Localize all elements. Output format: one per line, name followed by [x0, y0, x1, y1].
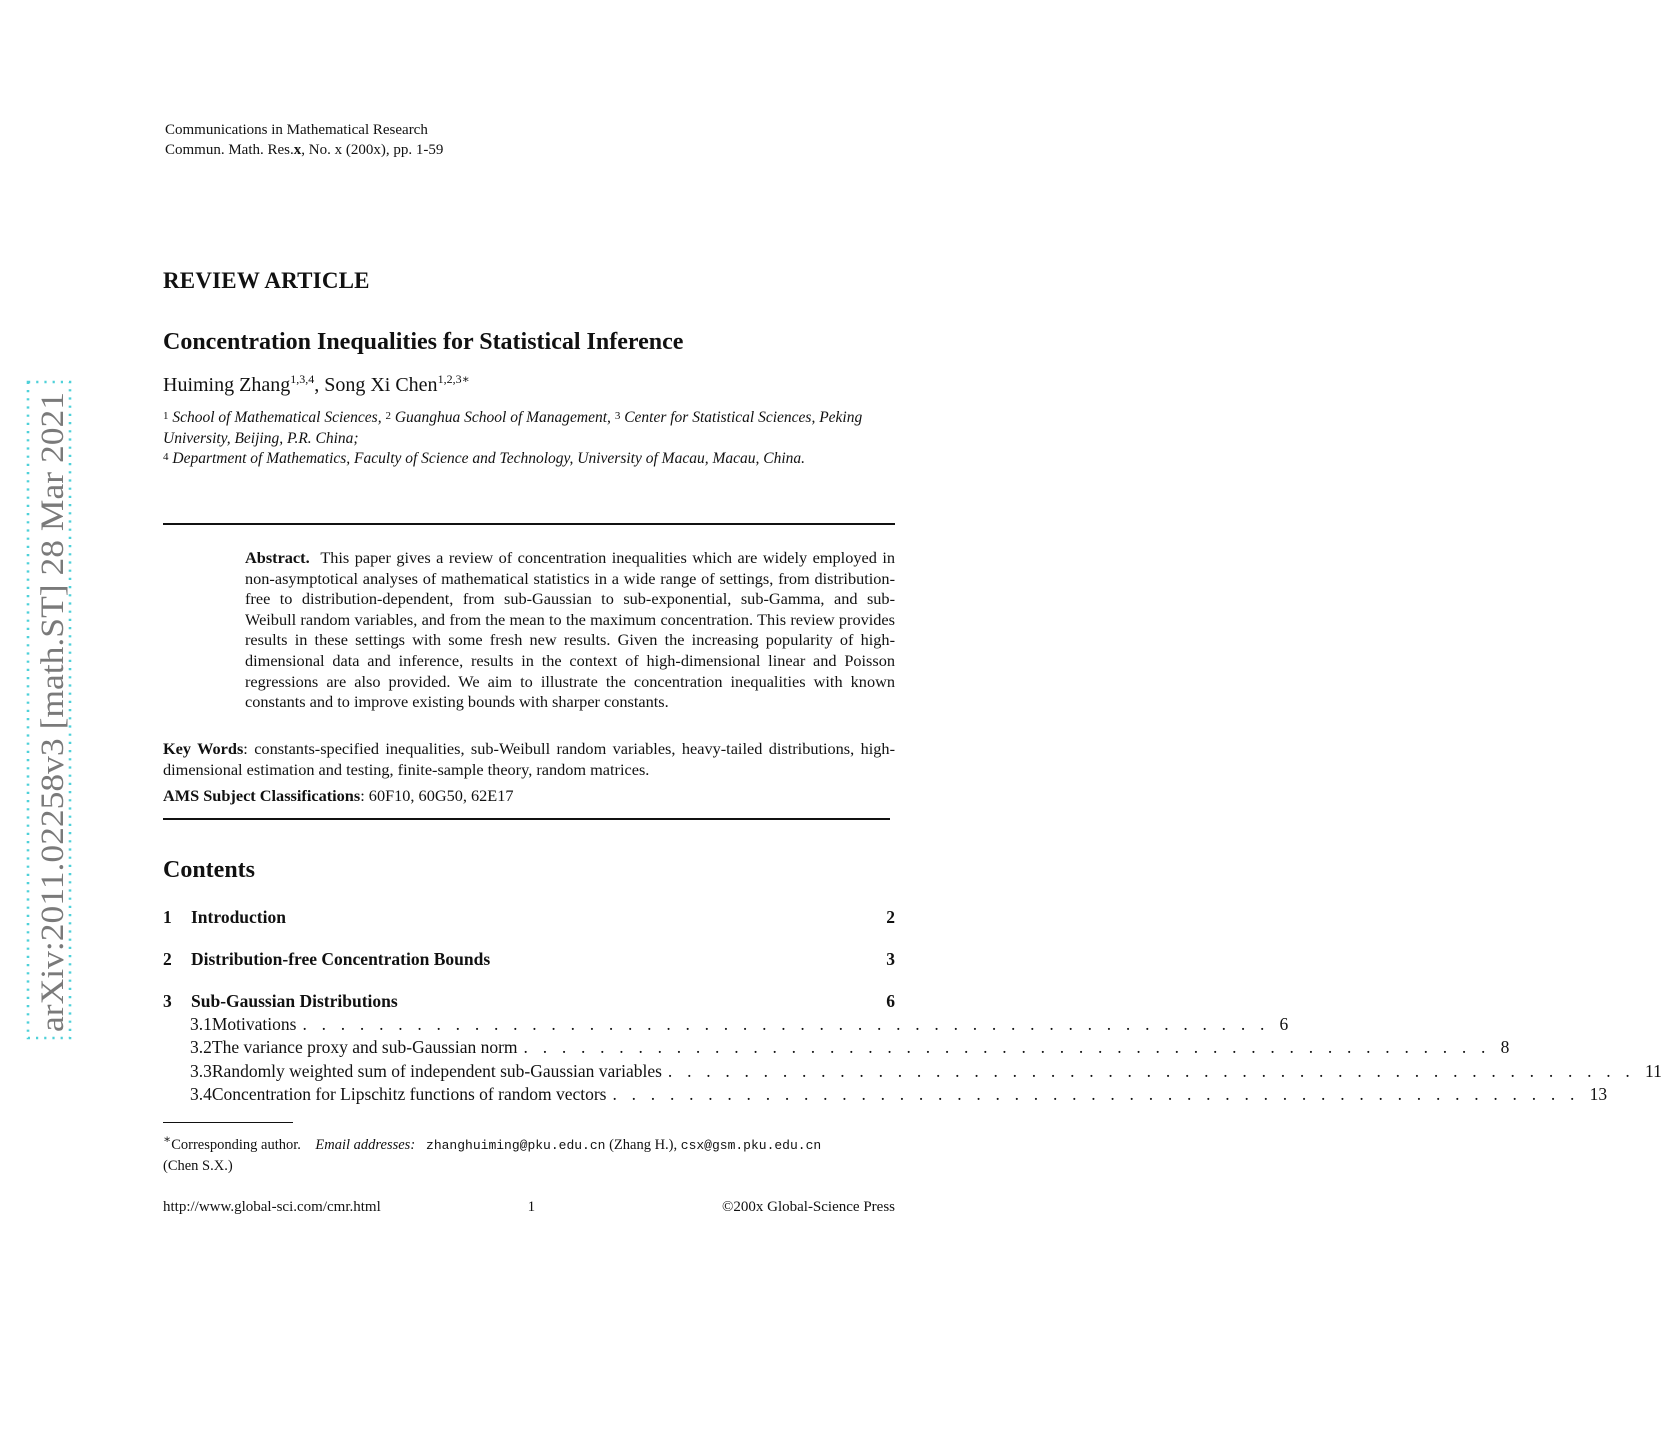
ams-classification: AMS Subject Classifications: 60F10, 60G50, 62E17 [163, 786, 514, 805]
toc-section[interactable]: 3 Sub-Gaussian Distributions 6 [163, 991, 895, 1011]
divider-bottom [163, 818, 890, 820]
toc-section[interactable]: 2 Distribution-free Concentration Bounds 3 [163, 949, 895, 969]
arxiv-stamp [24, 380, 74, 1040]
email-link[interactable]: csx@gsm.pku.edu.cn [680, 1137, 822, 1153]
abstract-text: This paper gives a review of concentration inequalities which are widely employed in non-asymptotical analyses of mathematical statistics in a wide range of settings, from distribution-free to distribution-dependent, from sub-Gaussian to sub-exponential, sub-Gamma, and sub-Weibull random variables, and from the mean to the maximum concentration. This review provides results in these settings with some fresh new results. Given the increasing popularity of high-dimensional data and inference, results in the context of high-dimensional linear and Poisson regressions are also provided. We aim to illustrate the concentration inequalities with known constants and to improve existing bounds with sharper constants. [245, 548, 895, 712]
footer-url[interactable]: http://www.global-sci.com/cmr.html [163, 1199, 381, 1215]
author-name: Huiming Zhang [163, 374, 291, 396]
article-type: REVIEW ARTICLE [163, 268, 370, 293]
journal-name: Communications in Mathematical Research [165, 122, 428, 138]
footer-copyright: ©200x Global-Science Press [721, 1199, 895, 1215]
author-list: Huiming Zhang$^{1,3,4}$, Song Xi Chen$^{1,2,3∗}$ [163, 372, 470, 396]
keywords: Key Words: constants-specified inequalities, sub-Weibull random variables, heavy-tailed distributions, high-dimensional estimation and testing, finite-sample theory, random matrices. [163, 739, 895, 779]
abstract [245, 548, 895, 713]
journal-citation: Commun. Math. Res.x, No. x (200x), pp. 1-59 [165, 142, 444, 158]
footnote: ∗Corresponding author. Email addresses: zhanghuiming@pku.edu.cn (Zhang H.), csx@gsm.pku.edu.cn (Chen S.X.) [163, 1132, 822, 1174]
email-link[interactable]: zhanghuiming@pku.edu.cn [426, 1137, 606, 1153]
page-footer [163, 1199, 895, 1216]
toc-subsection[interactable]: 3.4 Concentration for Lipschitz functions of random vectors . . . . . . . . . . . . . . . . . . . . . . . . . . . . . . . . . . . . . . . . . . . . . . . . . . . 13 [190, 1084, 1608, 1104]
contents-heading: Contents [163, 857, 256, 883]
journal-header [165, 120, 443, 160]
toc-subsection[interactable]: 3.1 Motivations . . . . . . . . . . . . . . . . . . . . . . . . . . . . . . . . . . . . . . . . . . . . . . . . . . . 6 [190, 1014, 1289, 1034]
abstract-label: Abstract. [245, 548, 310, 567]
affiliations: $^1$ School of Mathematical Sciences, $^2$ Guanghua School of Management, $^3$ Center for Statistical Sciences, Peking University, Beijing, P.R. China; $^4$ Department of Mathematics, Faculty of Science and Technology, University of Macau, Macau, China. [163, 409, 863, 467]
toc-subsection[interactable]: 3.2 The variance proxy and sub-Gaussian norm . . . . . . . . . . . . . . . . . . . . . . . . . . . . . . . . . . . . . . . . . . . . . . . . . . . 8 [190, 1037, 1510, 1057]
author-name: Song Xi Chen [324, 374, 438, 396]
toc-subsection[interactable]: 3.3 Randomly weighted sum of independent sub-Gaussian variables . . . . . . . . . . . . . . . . . . . . . . . . . . . . . . . . . . . . . . . . . . . . . . . . . . . 11 [190, 1061, 1662, 1081]
footnote-rule [163, 1122, 293, 1123]
paper-title: Concentration Inequalities for Statistical Inference [163, 329, 684, 355]
arxiv-stamp-text: arXiv:2011.02258v3 [math.ST] 28 Mar 2021 [35, 437, 71, 1032]
toc-section[interactable]: 1 Introduction 2 [163, 907, 895, 927]
divider-top [163, 523, 895, 525]
page-number: 1 [527, 1199, 536, 1215]
